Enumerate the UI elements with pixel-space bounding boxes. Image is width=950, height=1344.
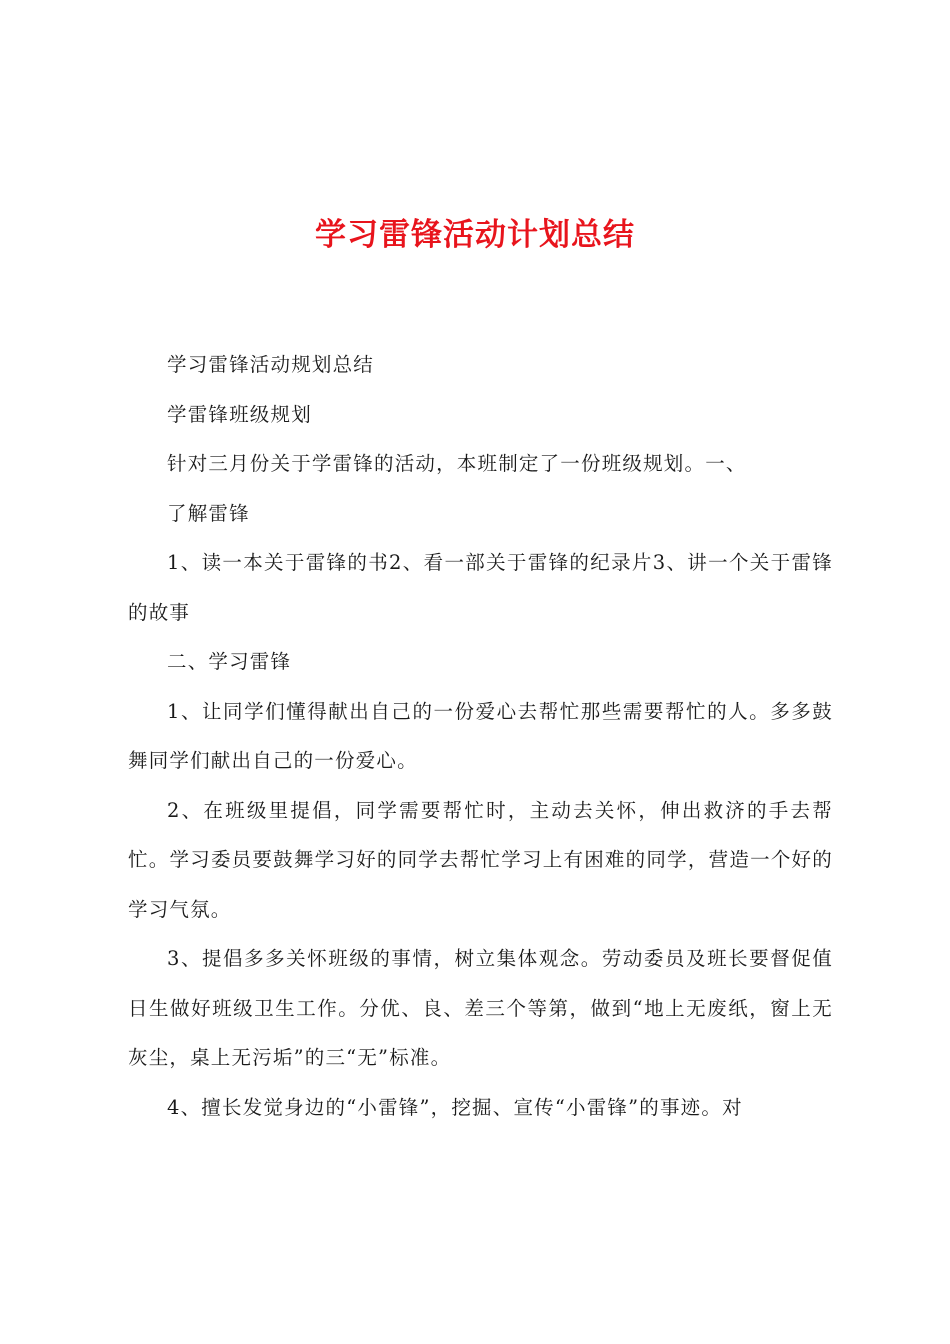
paragraph: 针对三月份关于学雷锋的活动，本班制定了一份班级规划。一、 [167, 452, 747, 475]
paragraph: 学习雷锋活动规划总结 [167, 353, 375, 376]
paragraph: 了解雷锋 [167, 501, 250, 525]
paragraph: 二、学习雷锋 [167, 650, 292, 673]
paragraph: 3、提倡多多关怀班级的事情，树立集体观念。劳动委员及班长要督促值日生做好班级卫生工作。分优、良、差三个等第，做到“地上无废纸，窗上无灰尘，桌上无污垢”的三“无”标准。 [128, 947, 833, 1069]
paragraph: 2、在班级里提倡，同学需要帮忙时，主动去关怀，伸出救济的手去帮忙。学习委员要鼓舞学习好的同学去帮忙学习上有困难的同学，营造一个好的学习气氛。 [128, 798, 833, 921]
paragraph: 1、读一本关于雷锋的书2、看一部关于雷锋的纪录片3、讲一个关于雷锋的故事 [128, 551, 833, 624]
paragraph: 1、让同学们懂得献出自己的一份爱心去帮忙那些需要帮忙的人。多多鼓舞同学们献出自己的一份爱心。 [128, 699, 833, 772]
paragraph: 学雷锋班级规划 [167, 402, 312, 426]
document-title: 学习雷锋活动计划总结 [315, 217, 635, 253]
paragraph: 4、擅长发觉身边的“小雷锋”，挖掘、宣传“小雷锋”的事迹。对 [167, 1095, 743, 1119]
document-body [128, 340, 833, 1132]
